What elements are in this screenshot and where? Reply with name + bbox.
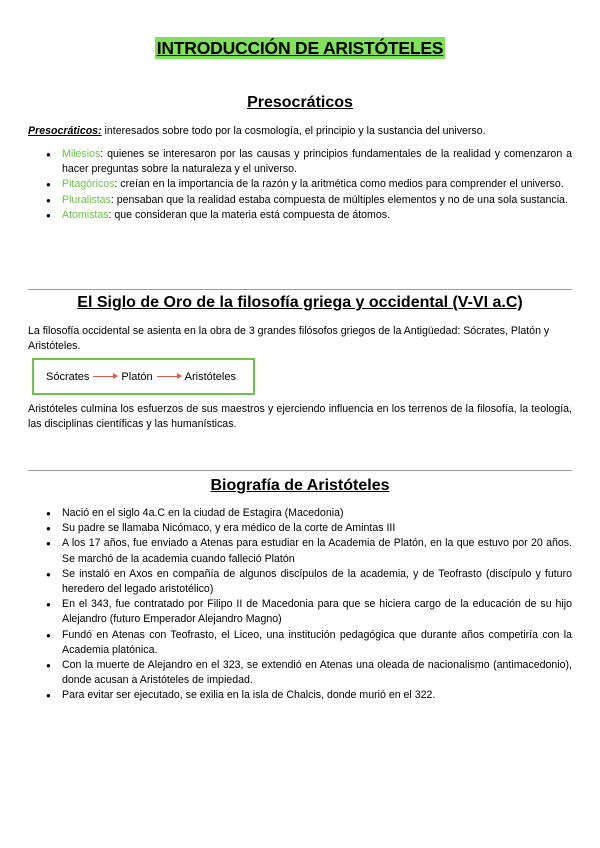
list-item: ● Nació en el siglo 4a.C en la ciudad de Estagira (Macedonia) — [28, 506, 572, 521]
list-item: ● A los 17 años, fue enviado a Atenas para estudiar en la Academia de Platón, en la que estuvo por 20 años. Se marchó de la academia cuando falleció Platón — [28, 536, 572, 566]
list-item: ● Para evitar ser ejecutado, se exilia en la isla de Chalcis, donde murió en el 322. — [28, 688, 572, 703]
list-item-text: : pensaban que la realidad estaba compuesta de múltiples elementos y no de una sola sustancia. — [110, 193, 568, 206]
section-divider — [28, 470, 572, 471]
section-heading-text: Biografía de Aristóteles — [210, 477, 390, 494]
arrow-right-icon — [157, 376, 181, 377]
list-item-term: Pluralistas — [62, 193, 111, 206]
list-item: ● Se instaló en Axos en compañía de algunos discípulos de la academia, y de Teofrasto (discípulo y futuro heredero del legado aristotélico) — [28, 567, 572, 597]
list-item-text: : que consideran que la materia está compuesta de átomos. — [108, 208, 391, 221]
list-item-term: Pitagóricos — [62, 178, 115, 191]
section-heading-text: El Siglo de Oro de la filosofía griega y occidental (V-VI a.C) — [77, 294, 523, 311]
flow-item: Sócrates — [46, 370, 90, 383]
list-item — [28, 147, 572, 177]
list-item: ● Su padre se llamaba Nicómaco, y era médico de la corte de Amintas III — [28, 521, 572, 536]
list-item: ● En el 343, fue contratado por Filipo II de Macedonia para que se hiciera cargo de la educación de su hijo Alejandro (futuro Emperador Alejandro Magno) — [28, 597, 572, 627]
presocraticos-intro — [28, 124, 572, 139]
section-heading-siglo-oro — [0, 294, 600, 312]
intro-text: interesados sobre todo por la cosmología, el principio y la sustancia del universo. — [101, 125, 486, 137]
arrow-right-icon — [93, 376, 117, 377]
list-item — [28, 208, 572, 223]
list-item-term: Milesios — [62, 148, 101, 160]
list-item-term: Atomistas — [62, 208, 109, 221]
section-heading-text: Presocráticos — [247, 94, 353, 111]
section-divider — [28, 289, 572, 290]
philosophers-flow-box — [32, 358, 255, 395]
siglo-oro-paragraph-1: La filosofía occidental se asienta en la obra de 3 grandes filósofos griegos de la Antigüedad: Sócrates, Platón y Aristóteles. — [28, 325, 550, 353]
list-item-text: : quienes se interesaron por las causas y principios fundamentales de la realidad y comenzaron a hacer preguntas sobre la naturaleza y el universo. — [62, 148, 572, 176]
list-item: ● Con la muerte de Alejandro en el 323, se extendió en Atenas una oleada de nacionalismo (antimacedonio), donde acusan a Aristóteles de impiedad. — [28, 658, 572, 688]
siglo-oro-paragraph-2: Aristóteles culmina los esfuerzos de sus maestros y ejerciendo influencia en los terrenos de la filosofía, la teología, las disciplinas científicas y las humanísticas. — [28, 403, 572, 431]
list-item: ● Fundó en Atenas con Teofrasto, el Liceo, una institución pedagógica que durante años competiría con la Academia platónica. — [28, 628, 572, 658]
section-heading-presocraticos — [0, 94, 600, 112]
flow-item: Platón — [121, 370, 153, 383]
intro-term: Presocráticos: — [28, 125, 102, 137]
list-item — [28, 193, 572, 208]
section-heading-biografia — [0, 477, 600, 495]
list-item — [28, 177, 572, 192]
flow-item: Aristóteles — [184, 370, 236, 383]
page-title-text: INTRODUCCIÓN DE ARISTÓTELES — [156, 38, 444, 58]
biografia-list — [28, 506, 572, 704]
list-item-text: : creían en la importancia de la razón y la aritmética como medios para comprender el universo. — [114, 178, 564, 191]
page-title — [0, 38, 600, 59]
presocraticos-list — [28, 147, 572, 223]
